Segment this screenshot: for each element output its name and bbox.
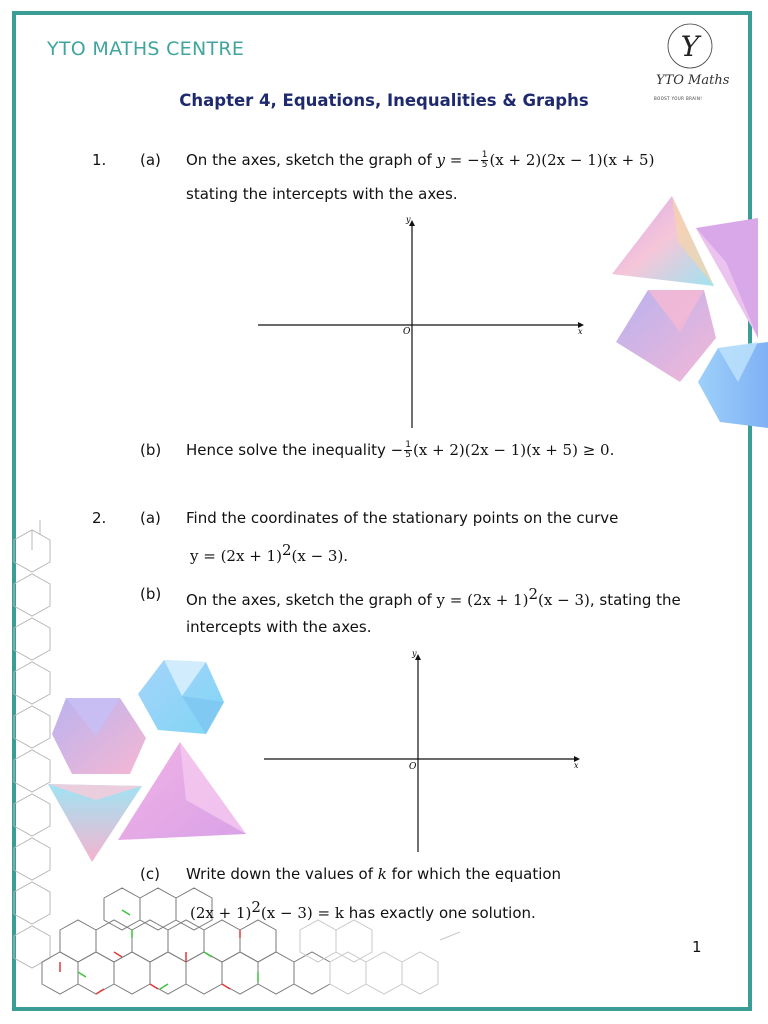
question-1b-text bbox=[186, 440, 614, 460]
axis-y-label: y bbox=[412, 649, 417, 658]
logo-mark bbox=[650, 18, 740, 104]
axis-y-label: y bbox=[406, 215, 411, 224]
axes-q1 bbox=[250, 212, 590, 432]
logo-monogram: Y bbox=[680, 30, 700, 63]
axis-x-label: x bbox=[578, 327, 583, 336]
question-2c-line2 bbox=[190, 897, 536, 923]
equation-part: (x − 3). bbox=[291, 547, 349, 565]
question-2c-text-before: Write down the values of bbox=[186, 865, 378, 883]
question-1-number: 1. bbox=[92, 151, 107, 169]
question-1a-line2: stating the intercepts with the axes. bbox=[186, 185, 458, 203]
axis-origin-label: O bbox=[403, 327, 411, 337]
question-2a-label: (a) bbox=[140, 509, 161, 527]
question-1a-text bbox=[186, 150, 654, 170]
question-2b-label: (b) bbox=[140, 585, 162, 603]
gem-decoration-right bbox=[608, 192, 768, 432]
fraction-numerator: 1 bbox=[481, 150, 488, 160]
axis-x-label: x bbox=[574, 761, 579, 770]
question-2b-line2: intercepts with the axes. bbox=[186, 618, 372, 636]
question-2c-text bbox=[186, 864, 561, 884]
fraction bbox=[481, 151, 489, 170]
equation-exponent: 2 bbox=[251, 898, 261, 916]
question-2a-equation bbox=[190, 540, 348, 566]
question-2b-text-before: On the axes, sketch the graph of bbox=[186, 591, 437, 609]
equation-part: y = (2x + 1) bbox=[436, 591, 529, 609]
equation-part: (x − 3) = k bbox=[260, 904, 344, 922]
chapter-title: Chapter 4, Equations, Inequalities & Graphs bbox=[179, 91, 589, 110]
question-2b-text bbox=[186, 584, 681, 610]
question-1a-eq-rest: (x + 2)(2x − 1)(x + 5) bbox=[489, 151, 655, 169]
question-2b-text-after: , stating the bbox=[589, 591, 681, 609]
page-number: 1 bbox=[692, 938, 702, 956]
equation-exponent: 2 bbox=[528, 585, 539, 603]
equation-part: (x − 3) bbox=[538, 591, 590, 609]
logo-tagline: BOOST YOUR BRAIN! bbox=[654, 96, 703, 101]
logo bbox=[650, 18, 740, 104]
question-2-number: 2. bbox=[92, 509, 107, 527]
fraction-numerator: 1 bbox=[405, 440, 411, 450]
question-1a-label: (a) bbox=[140, 151, 161, 169]
logo-script-text: YTO Maths bbox=[656, 73, 730, 88]
question-1b-label: (b) bbox=[140, 441, 162, 459]
question-1b-text-before: Hence solve the inequality − bbox=[186, 441, 404, 459]
question-1a-eq-lhs: y = − bbox=[436, 151, 480, 169]
question-2c-text-end: has exactly one solution. bbox=[343, 904, 536, 922]
axis-origin-label: O bbox=[409, 762, 417, 772]
equation-exponent: 2 bbox=[281, 541, 292, 559]
gem-decoration-left bbox=[46, 650, 256, 870]
question-2c-label: (c) bbox=[140, 865, 160, 883]
axes-q2 bbox=[258, 646, 588, 856]
question-2a-text: Find the coordinates of the stationary points on the curve bbox=[186, 509, 619, 527]
fraction bbox=[404, 441, 412, 460]
equation-part: y = (2x + 1) bbox=[190, 547, 282, 565]
variable-k: k bbox=[377, 865, 387, 883]
question-1a-text-before: On the axes, sketch the graph of bbox=[186, 151, 437, 169]
fraction-denominator: 5 bbox=[481, 160, 488, 170]
fraction-denominator: 5 bbox=[405, 450, 411, 460]
equation-part: (2x + 1) bbox=[190, 904, 252, 922]
question-2c-text-after: for which the equation bbox=[386, 865, 562, 883]
question-1b-eq-rest: (x + 2)(2x − 1)(x + 5) ≥ 0. bbox=[412, 441, 615, 459]
centre-name: YTO MATHS CENTRE bbox=[47, 38, 245, 60]
